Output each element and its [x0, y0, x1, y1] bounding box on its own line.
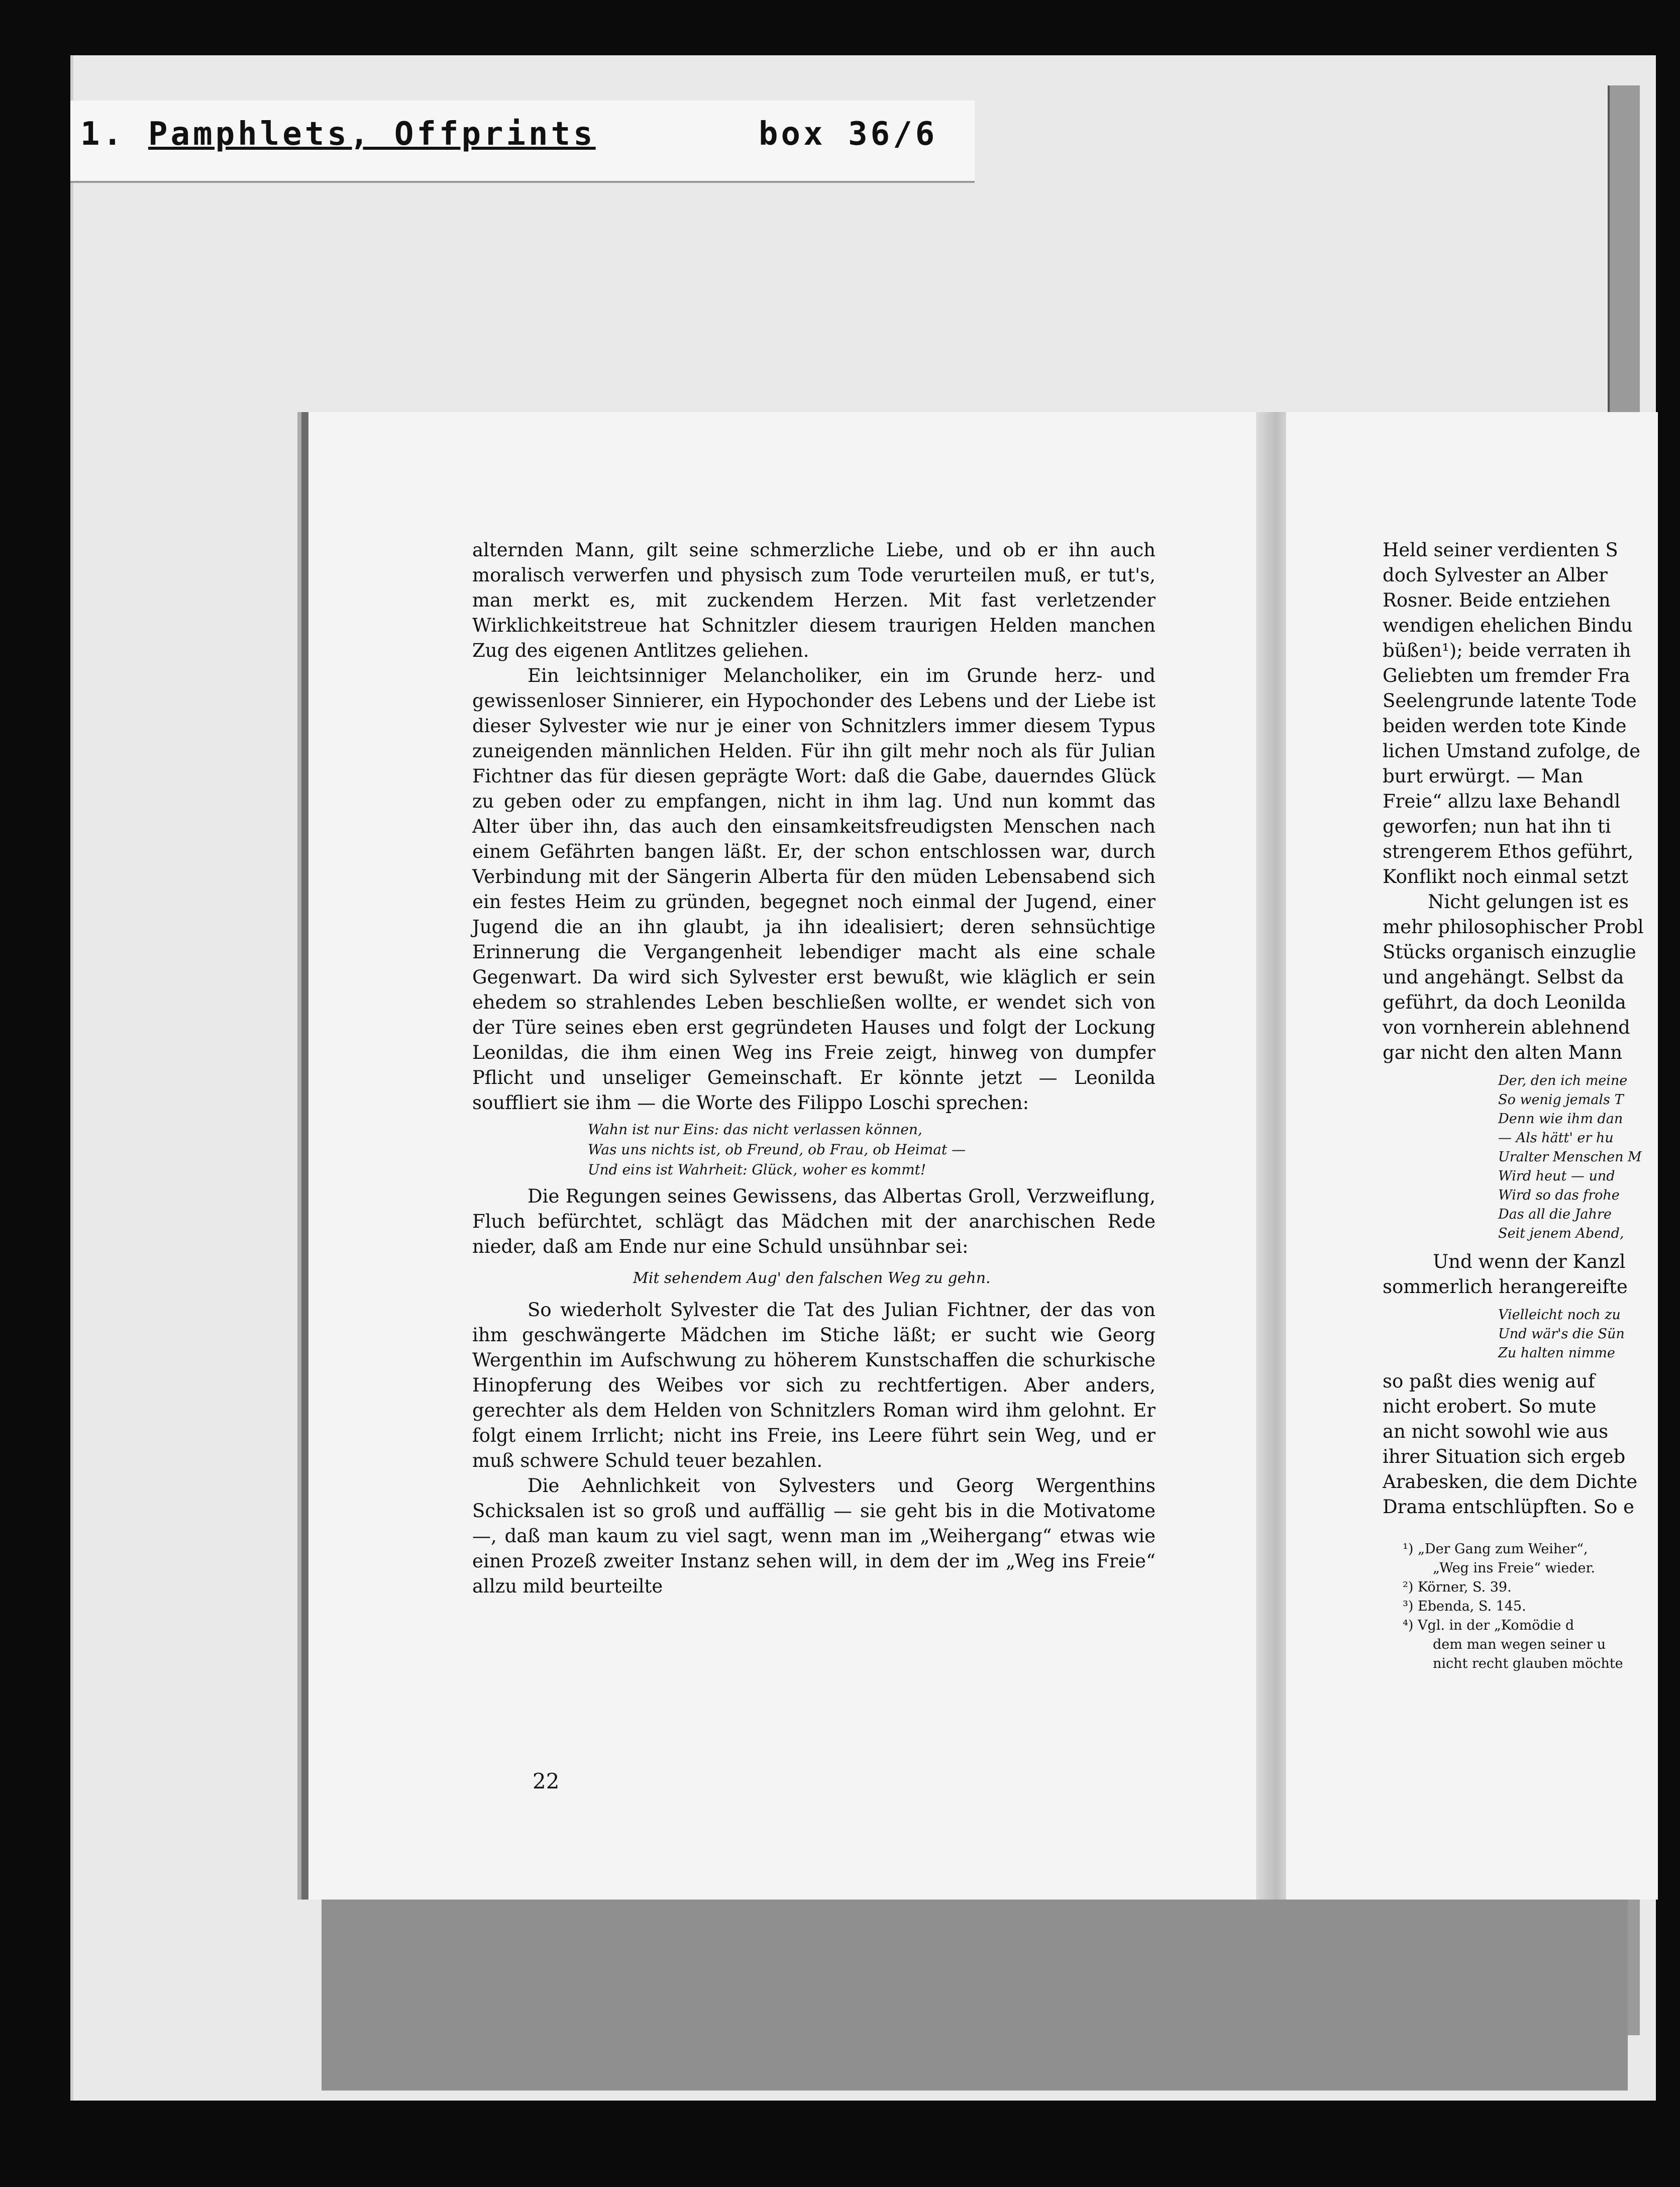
- text-line: gar nicht den alten Mann: [1383, 1042, 1623, 1063]
- text-line: Arabesken, die dem Dichte: [1383, 1471, 1638, 1493]
- right-verse-b: [1498, 1306, 1680, 1363]
- verse-line: — Als hätt' er hu: [1498, 1130, 1614, 1146]
- text-line: wendigen ehelichen Bindu: [1383, 615, 1633, 636]
- verse-line: Zu halten nimme: [1498, 1345, 1615, 1361]
- text-line: Seelengrunde latente Tode: [1383, 690, 1637, 712]
- verse-line: Der, den ich meine: [1498, 1073, 1628, 1088]
- label-box-number: box 36/6: [759, 116, 938, 153]
- footnotes: [1403, 1540, 1680, 1673]
- footnote: ³) Ebenda, S. 145.: [1403, 1599, 1526, 1614]
- scan-border: [1658, 0, 1680, 2187]
- paragraph: alternden Mann, gilt seine schmerzliche Liebe, und ob er ihn auch moralisch verwerfen und physisch zum Tode verurteilen muß, er tut's, man merkt es, mit zuckendem Herzen. Mit fast verletzender Wirklichkeitstreue hat Schnitzler diesem traurigen Helden manchen Zug des eigenen Antlitzes geliehen.: [472, 539, 1156, 661]
- text-line: Nicht gelungen ist es: [1428, 891, 1629, 913]
- right-verse-a: [1498, 1071, 1680, 1243]
- page-number: 22: [533, 1769, 560, 1794]
- right-page-text: [1383, 538, 1680, 1673]
- verse-line: Wird so das frohe: [1498, 1187, 1620, 1203]
- text-line: nicht erobert. So mute: [1383, 1396, 1597, 1417]
- text-line: Freie“ allzu laxe Behandl: [1383, 790, 1621, 812]
- footnote: ¹) „Der Gang zum Weiher“,: [1403, 1541, 1588, 1557]
- text-line: an nicht sowohl wie aus: [1383, 1421, 1609, 1442]
- text-line: Geliebten um fremder Fra: [1383, 665, 1630, 686]
- verse-line: Uralter Menschen M: [1498, 1149, 1642, 1165]
- text-line: büßen¹); beide verraten ih: [1383, 640, 1631, 661]
- verse-line: Wird heut — und: [1498, 1168, 1615, 1184]
- left-page-text: [472, 538, 1156, 1599]
- footnote: ⁴) Vgl. in der „Komödie d: [1403, 1618, 1574, 1633]
- text-line: lichen Umstand zufolge, de: [1383, 740, 1640, 762]
- footnote: „Weg ins Freie“ wieder.: [1433, 1560, 1596, 1576]
- verse-line: Seit jenem Abend,: [1498, 1226, 1624, 1241]
- verse-line: Denn wie ihm dan: [1498, 1111, 1623, 1127]
- text-line: Drama entschlüpften. So e: [1383, 1496, 1634, 1518]
- footnote: nicht recht glauben möchte: [1433, 1656, 1623, 1671]
- text-line: Rosner. Beide entziehen: [1383, 589, 1611, 611]
- paragraph: So wiederholt Sylvester die Tat des Julian Fichtner, der das von ihm geschwängerte Mädchen im Stiche läßt; er sucht wie Georg Wergenthin im Aufschwung zu höherem Kunstschaffen die schurkische Hinopferung des Weibes vor sich zu rechtfertigen. Aber anders, gerechter als dem Helden von Schnitzlers Roman wird ihm gelohnt. Er folgt einem Irrlicht; nicht ins Freie, ins Leere führt sein Weg, und er muß schwere Schuld teuer bezahlen.: [472, 1299, 1156, 1471]
- text-line: burt erwürgt. — Man: [1383, 765, 1584, 787]
- archive-label: [70, 101, 975, 183]
- text-line: sommerlich herangereifte: [1383, 1276, 1628, 1298]
- label-number: 1.: [80, 116, 126, 153]
- text-block-a: [1383, 538, 1680, 1065]
- paragraph: Die Regungen seines Gewissens, das Albertas Groll, Verzweiflung, Fluch befürchtet, schlägt das Mädchen mit der anarchischen Rede nieder, daß am Ende nur eine Schuld unsühnbar sei:: [472, 1185, 1156, 1257]
- text-line: Stücks organisch einzuglie: [1383, 941, 1636, 963]
- verse-line: Und eins ist Wahrheit: Glück, woher es kommt!: [588, 1161, 926, 1178]
- text-line: Konflikt noch einmal setzt: [1383, 866, 1629, 887]
- footnote: dem man wegen seiner u: [1433, 1637, 1606, 1652]
- text-line: beiden werden tote Kinde: [1383, 715, 1627, 737]
- verse-line: Vielleicht noch zu: [1498, 1307, 1621, 1323]
- text-line: so paßt dies wenig auf: [1383, 1370, 1595, 1392]
- text-line: doch Sylvester an Alber: [1383, 564, 1608, 586]
- text-line: Held seiner verdienten S: [1383, 539, 1618, 561]
- text-line: geworfen; nun hat ihn ti: [1383, 816, 1611, 837]
- verse-line: Das all die Jahre: [1498, 1207, 1612, 1222]
- text-line: und angehängt. Selbst da: [1383, 966, 1624, 988]
- paragraph: Ein leichtsinniger Melancholiker, ein im Grunde herz- und gewissenloser Sinnierer, ein Hypochonder des Lebens und der Liebe ist dieser Sylvester wie nur je einer von Schnitzlers immer diesem Typus zuneigenden männlichen Helden. Für ihn gilt mehr noch als für Julian Fichtner das für diesen geprägte Wort: daß die Gabe, dauerndes Glück zu geben oder zu empfangen, nicht in ihm lag. Und nun kommt das Alter über ihn, das auch den einsamkeitsfreudigsten Menschen nach einem Gefährten bangen läßt. Er, der schon entschlossen war, durch Verbindung mit der Sängerin Alberta für den müden Lebensabend sich ein festes Heim zu gründen, begegnet noch einmal der Jugend, einer Jugend die an ihn glaubt, ja ihn idealisiert; deren sehnsüchtige Erinnerung die Vergangenheit lebendiger macht als eine schale Gegenwart. Da wird sich Sylvester erst bewußt, wie kläglich er sein ehedem so strahlendes Leben beschließen wollte, er wendet sich von der Türe seines eben erst gegründeten Hauses und folgt der Lockung Leonildas, die ihm einen Weg ins Freie zeigt, hinweg von dumpfer Pflicht und unseliger Gemeinschaft. Er könnte jetzt — Leonilda souffliert sie ihm — die Worte des Filippo Loschi sprechen:: [472, 665, 1156, 1114]
- text-line: ihrer Situation sich ergeb: [1383, 1446, 1626, 1467]
- footnote: ²) Körner, S. 39.: [1403, 1579, 1512, 1595]
- text-line: von vornherein ablehnend: [1383, 1017, 1630, 1038]
- text-line: mehr philosophischer Probl: [1383, 916, 1644, 938]
- verse-quote-single: Mit sehendem Aug' den falschen Weg zu gehn.: [633, 1269, 991, 1287]
- text-line: Und wenn der Kanzl: [1433, 1251, 1626, 1272]
- label-title: Pamphlets, Offprints: [148, 116, 596, 153]
- verse-quote: [588, 1120, 1156, 1180]
- verse-line: Was uns nichts ist, ob Freund, ob Frau, ob Heimat —: [588, 1141, 966, 1158]
- text-block-c: [1383, 1369, 1680, 1520]
- verse-line: Wahn ist nur Eins: das nicht verlassen können,: [588, 1121, 922, 1138]
- verse-line: Und wär's die Sün: [1498, 1326, 1625, 1342]
- text-line: strengerem Ethos geführt,: [1383, 841, 1634, 862]
- text-line: geführt, da doch Leonilda: [1383, 991, 1626, 1013]
- verse-line: So wenig jemals T: [1498, 1092, 1624, 1108]
- text-block-b: [1383, 1249, 1680, 1300]
- paragraph: Die Aehnlichkeit von Sylvesters und Georg Wergenthins Schicksalen ist so groß und auffällig — sie geht bis in die Motivatome —, daß man kaum zu viel sagt, wenn man im „Weihergang“ etwas wie einen Prozeß zweiter Instanz sehen will, in dem der im „Weg ins Freie“ allzu mild beurteilte: [472, 1475, 1156, 1597]
